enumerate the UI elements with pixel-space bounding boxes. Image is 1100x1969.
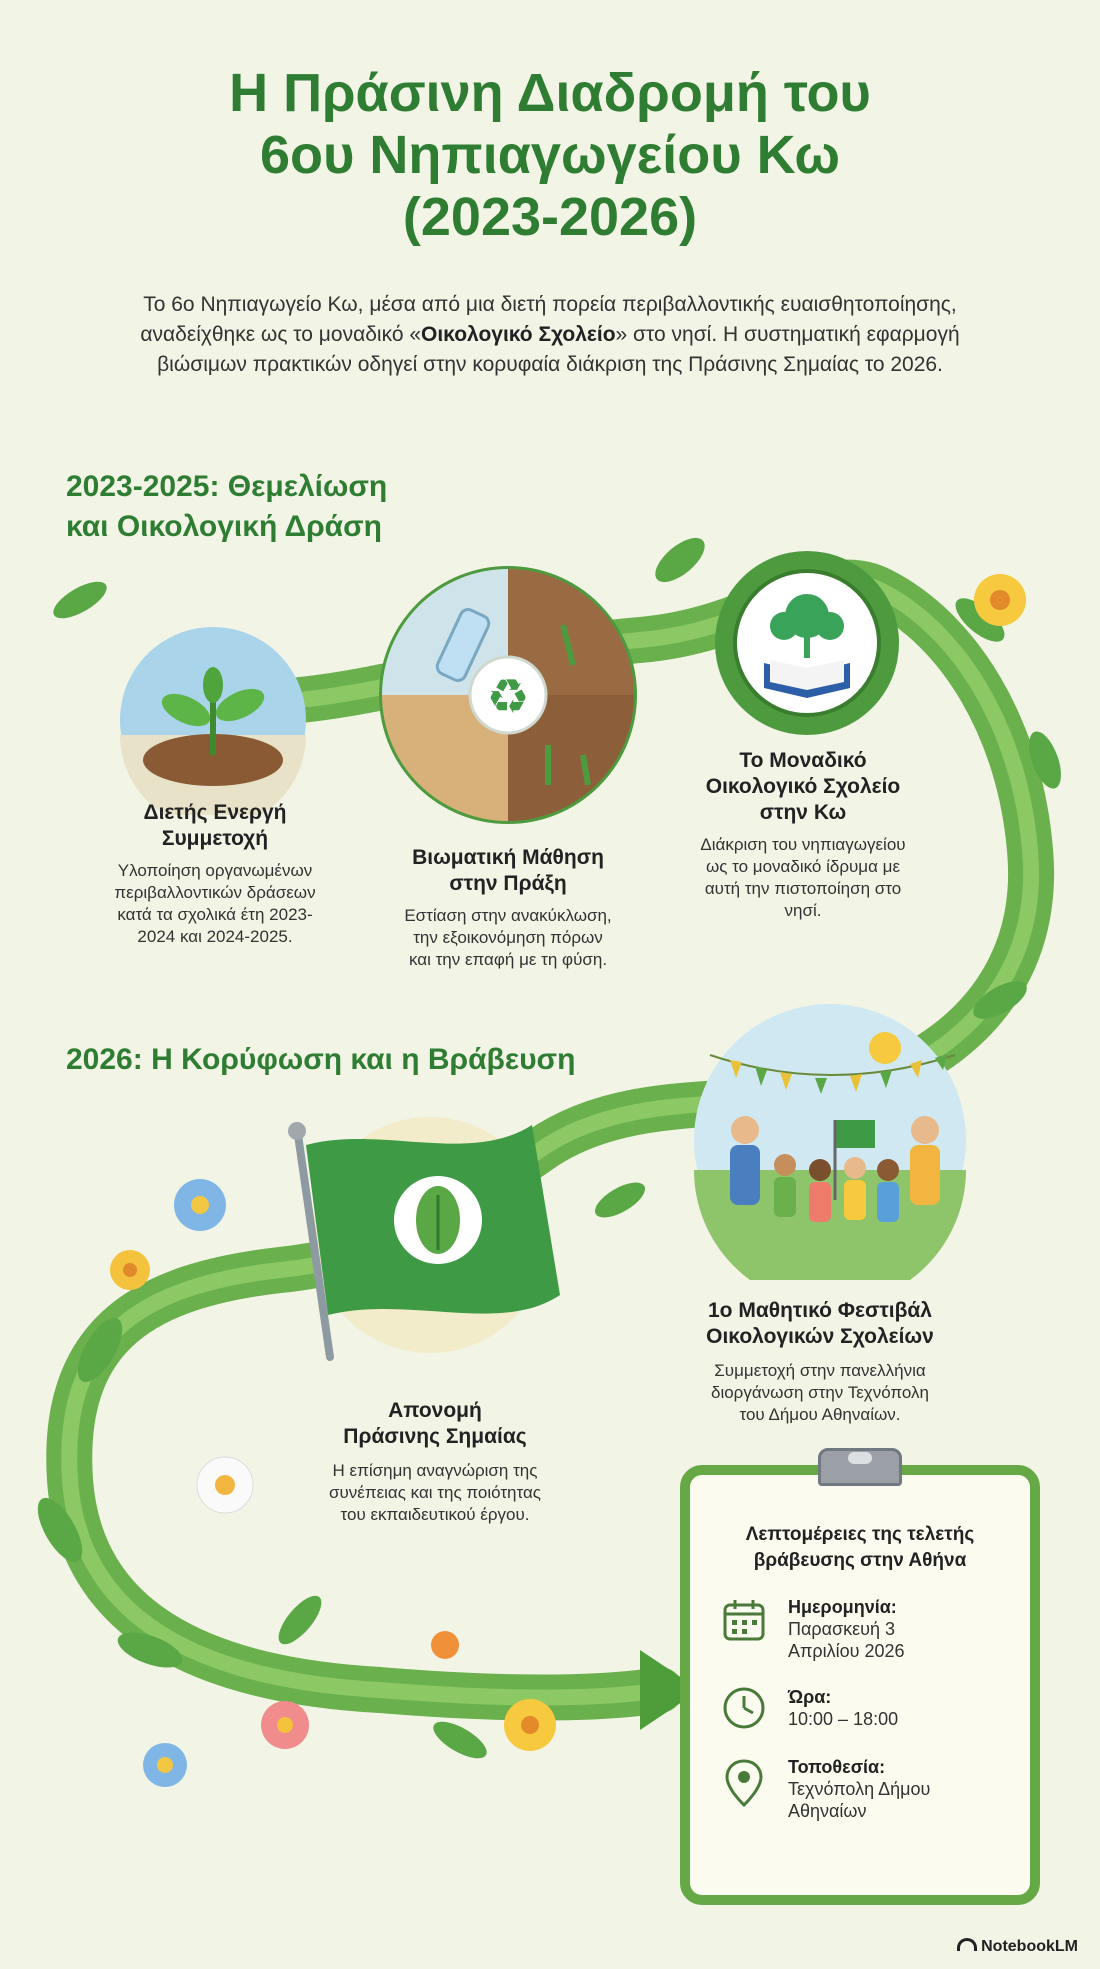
time-value: 10:00 – 18:00 (788, 1709, 899, 1729)
title-line-3: (2023-2026) (402, 187, 698, 247)
time-label: Ώρα: (788, 1687, 832, 1707)
card-desc-line: περιβαλλοντικών δράσεων (114, 883, 316, 902)
card-title (655, 1298, 985, 1350)
card-desc-line: Εστίαση στην ανακύκλωση, (404, 906, 612, 925)
intro-text-2: » στο νησί. Η συστηματική εφαρμογή βιώσιμων πρακτικών οδηγεί στην κορυφαία διάκριση της Πράσινης Σημαίας το 2026. (157, 323, 960, 376)
section1-heading (66, 467, 387, 547)
green-flag-icon (270, 1105, 600, 1365)
ceremony-details-title (700, 1522, 1020, 1574)
ceremony-details-title-line: βράβευσης στην Αθήνα (753, 1550, 967, 1571)
card-desc-line: την εξοικονόμηση πόρων (413, 928, 603, 947)
card-description (378, 905, 638, 971)
ceremony-date (788, 1596, 1008, 1662)
section2-heading: 2026: Η Κορύφωση και η Βράβευση (66, 1043, 576, 1076)
location-pin-icon (724, 1758, 764, 1808)
card-title-line: Βιωματική Μάθηση (412, 846, 604, 869)
card-desc-line: διοργάνωση στην Τεχνόπολη (710, 1383, 930, 1402)
card-desc-line: 2024 και 2024-2025. (137, 927, 293, 946)
brand-footer (957, 1938, 1078, 1956)
card-student-festival (655, 1298, 985, 1426)
card-green-flag-award (290, 1398, 580, 1526)
intro-paragraph (120, 290, 980, 380)
card-title-line: στην Κω (759, 801, 847, 824)
card-two-year-participation (90, 800, 340, 948)
card-desc-line: του Δήμου Αθηναίων. (739, 1405, 901, 1424)
card-title-line: Οικολογικό Σχολείο (705, 775, 901, 798)
card-title (290, 1398, 580, 1450)
calendar-icon (722, 1598, 766, 1642)
brand-label: NotebookLM (981, 1938, 1078, 1955)
card-desc-line: Συμμετοχή στην πανελλήνια (714, 1361, 926, 1380)
card-description (668, 834, 938, 922)
card-title (668, 748, 938, 826)
card-desc-line: του εκπαιδευτικού έργου. (340, 1505, 530, 1524)
festival-illustration (690, 1000, 970, 1280)
card-desc-line: κατά τα σχολικά έτη 2023- (117, 905, 313, 924)
card-title (378, 845, 638, 897)
ceremony-location (788, 1756, 1008, 1822)
card-desc-line: αυτή την πιστοποίηση στο (704, 879, 902, 898)
card-title-line: στην Πράξη (449, 872, 567, 895)
location-label: Τοποθεσία: (788, 1757, 886, 1777)
clock-icon (722, 1686, 766, 1730)
recycle-icon (378, 565, 638, 825)
card-desc-line: συνέπειας και της ποιότητας (328, 1483, 541, 1502)
intro-text-bold: Οικολογικό Σχολείο (421, 323, 616, 346)
card-desc-line: Η επίσημη αναγνώριση της (332, 1461, 538, 1480)
date-value-line: Απριλίου 2026 (788, 1641, 905, 1661)
ceremony-time (788, 1686, 1008, 1730)
card-title-line: Το Μοναδικό (739, 749, 867, 772)
title-line-1: Η Πράσινη Διαδρομή του (229, 63, 871, 123)
card-title-line: 1ο Μαθητικό Φεστιβάλ (708, 1299, 932, 1322)
clipboard-clip-hole (848, 1452, 872, 1464)
card-desc-line: Υλοποίηση οργανωμένων (117, 861, 313, 880)
card-title-line: Οικολογικών Σχολείων (706, 1325, 934, 1348)
card-desc-line: Διάκριση του νηπιαγωγείου (700, 835, 906, 854)
eco-school-badge-icon (712, 548, 902, 738)
card-title (90, 800, 340, 852)
card-description (290, 1460, 580, 1526)
card-desc-line: νησί. (784, 901, 822, 920)
intro-text-1: Το 6ο Νηπιαγωγείο Κω, μέσα από μια διετή πορεία περιβαλλοντικής ευαισθητοποίησης, αναδείχθηκε ως το μοναδικό « (140, 293, 957, 346)
title-line-2: 6ου Νηπιαγωγείου Κω (259, 125, 841, 185)
section1-heading-line1: 2023-2025: Θεμελίωση (66, 470, 388, 503)
date-value-line: Παρασκευή 3 (788, 1619, 896, 1639)
card-description (90, 860, 340, 948)
card-desc-line: ως το μοναδικό ίδρυμα με (705, 857, 901, 876)
card-description (655, 1360, 985, 1426)
sprout-icon (118, 625, 308, 815)
location-value-line: Τεχνόπολη Δήμου (788, 1779, 931, 1799)
section1-heading-line2: και Οικολογική Δράση (66, 510, 382, 543)
card-title-line: Διετής Ενεργή (143, 801, 287, 824)
card-title-line: Απονομή (388, 1399, 482, 1422)
notebooklm-logo-icon (957, 1938, 977, 1951)
card-desc-line: και την επαφή με τη φύση. (408, 950, 608, 969)
card-unique-eco-school (668, 748, 938, 922)
ceremony-details-title-line: Λεπτομέρειες της τελετής (745, 1524, 975, 1545)
page-title (60, 62, 1040, 248)
date-label: Ημερομηνία: (788, 1597, 897, 1617)
card-title-line: Πράσινης Σημαίας (343, 1425, 527, 1448)
location-value-line: Αθηναίων (788, 1801, 867, 1821)
card-experiential-learning (378, 845, 638, 971)
svg-text:♻: ♻ (486, 669, 530, 725)
card-title-line: Συμμετοχή (161, 827, 269, 850)
